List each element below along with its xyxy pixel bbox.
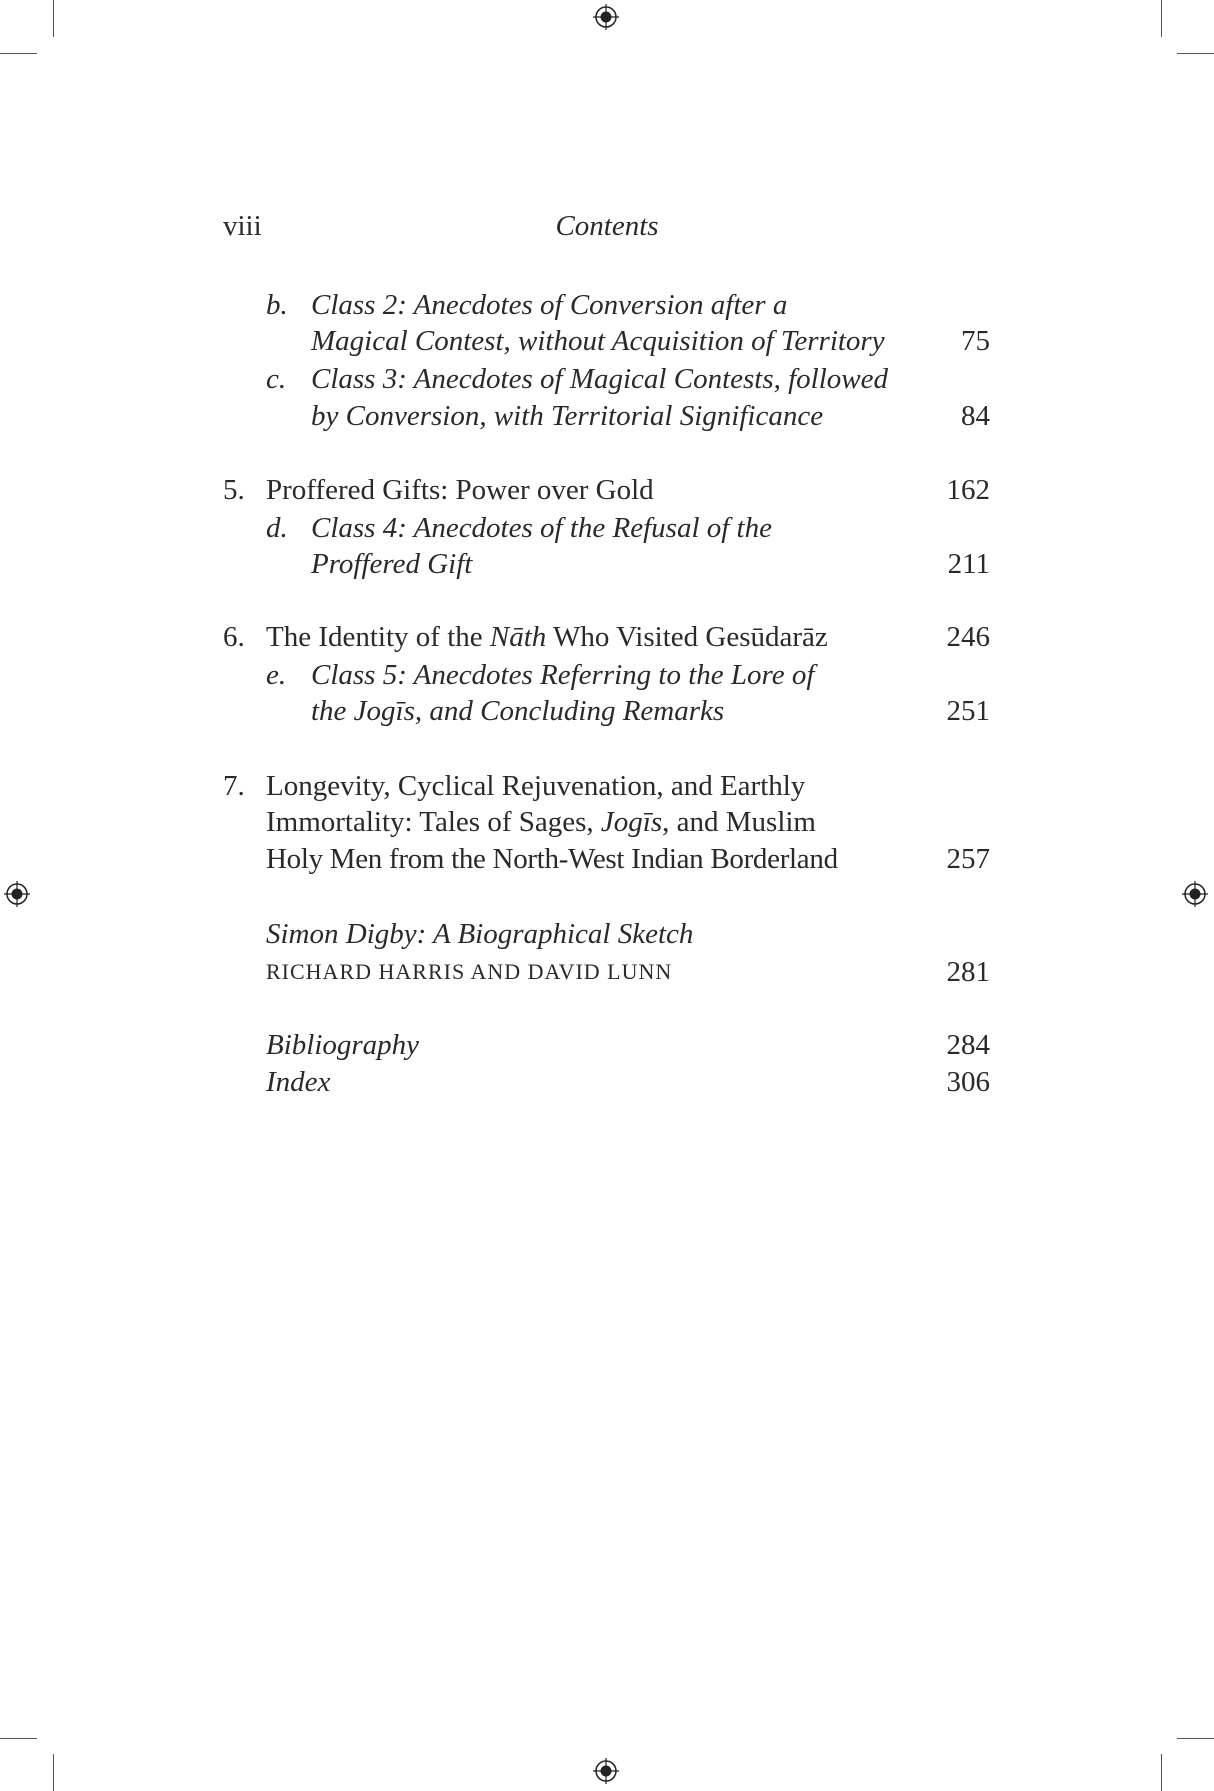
folio-number: viii: [223, 210, 262, 242]
title-text: The Identity of the: [266, 621, 490, 653]
title-italic-text: Jogīs: [600, 806, 663, 838]
crop-mark: [53, 1754, 54, 1791]
title-text: Immortality: Tales of Sages,: [266, 806, 601, 838]
entry-label: c.: [266, 363, 287, 395]
entry-page-number: 211: [947, 548, 990, 580]
chapter-title-line: [266, 804, 816, 840]
registration-mark-icon: [593, 4, 619, 30]
entry-label: d.: [266, 512, 288, 544]
crop-mark: [1177, 1738, 1214, 1739]
entry-title: Simon Digby: A Biographical Sketch: [266, 918, 694, 950]
entry-title-line: Class 3: Anecdotes of Magical Contests, followed: [311, 363, 889, 395]
crop-mark: [1161, 1754, 1162, 1791]
chapter-number: 7.: [223, 770, 245, 802]
entry-page-number: 84: [961, 400, 990, 432]
entry-page-number: 306: [946, 1066, 990, 1098]
entry-title: Bibliography: [266, 1029, 420, 1061]
registration-mark-icon: [4, 881, 30, 907]
registration-mark-icon: [1182, 881, 1208, 907]
crop-mark: [53, 0, 54, 37]
entry-title-line: Class 5: Anecdotes Referring to the Lore of: [311, 659, 815, 691]
entry-authors: RICHARD HARRIS AND DAVID LUNN: [266, 959, 673, 984]
entry-page-number: 246: [946, 621, 990, 653]
entry-page-number: 75: [961, 325, 990, 357]
entry-title-line: the Jogīs, and Concluding Remarks: [311, 695, 725, 727]
chapter-title: Proffered Gifts: Power over Gold: [266, 474, 654, 506]
entry-title: Index: [266, 1066, 331, 1098]
entry-page-number: 257: [946, 843, 990, 875]
entry-title-line: Class 4: Anecdotes of the Refusal of the: [311, 512, 772, 544]
entry-title-line: Class 2: Anecdotes of Conversion after a: [311, 289, 788, 321]
chapter-title-line: Holy Men from the North-West Indian Borderland: [266, 843, 838, 875]
entry-page-number: 162: [946, 474, 990, 506]
entry-title-line: Proffered Gift: [311, 548, 473, 580]
entry-page-number: 251: [946, 695, 990, 727]
entry-page-number: 284: [946, 1029, 990, 1061]
chapter-title: [266, 619, 828, 655]
chapter-number: 5.: [223, 474, 245, 506]
entry-page-number: 281: [946, 956, 990, 988]
crop-mark: [0, 1738, 37, 1739]
entry-label: e.: [266, 659, 287, 691]
entry-title-line: by Conversion, with Territorial Significance: [311, 400, 824, 432]
title-text: , and Muslim: [662, 806, 816, 838]
crop-mark: [1161, 0, 1162, 37]
crop-mark: [0, 53, 37, 54]
title-text: Who Visited Gesūdarāz: [546, 621, 828, 653]
entry-title-line: Magical Contest, without Acquisition of Territory: [311, 325, 885, 357]
running-title: Contents: [555, 210, 659, 242]
title-italic-text: Nāth: [489, 621, 547, 653]
registration-mark-icon: [593, 1758, 619, 1784]
entry-label: b.: [266, 289, 288, 321]
chapter-title-line: Longevity, Cyclical Rejuvenation, and Earthly: [266, 770, 806, 802]
crop-mark: [1177, 53, 1214, 54]
chapter-number: 6.: [223, 621, 245, 653]
